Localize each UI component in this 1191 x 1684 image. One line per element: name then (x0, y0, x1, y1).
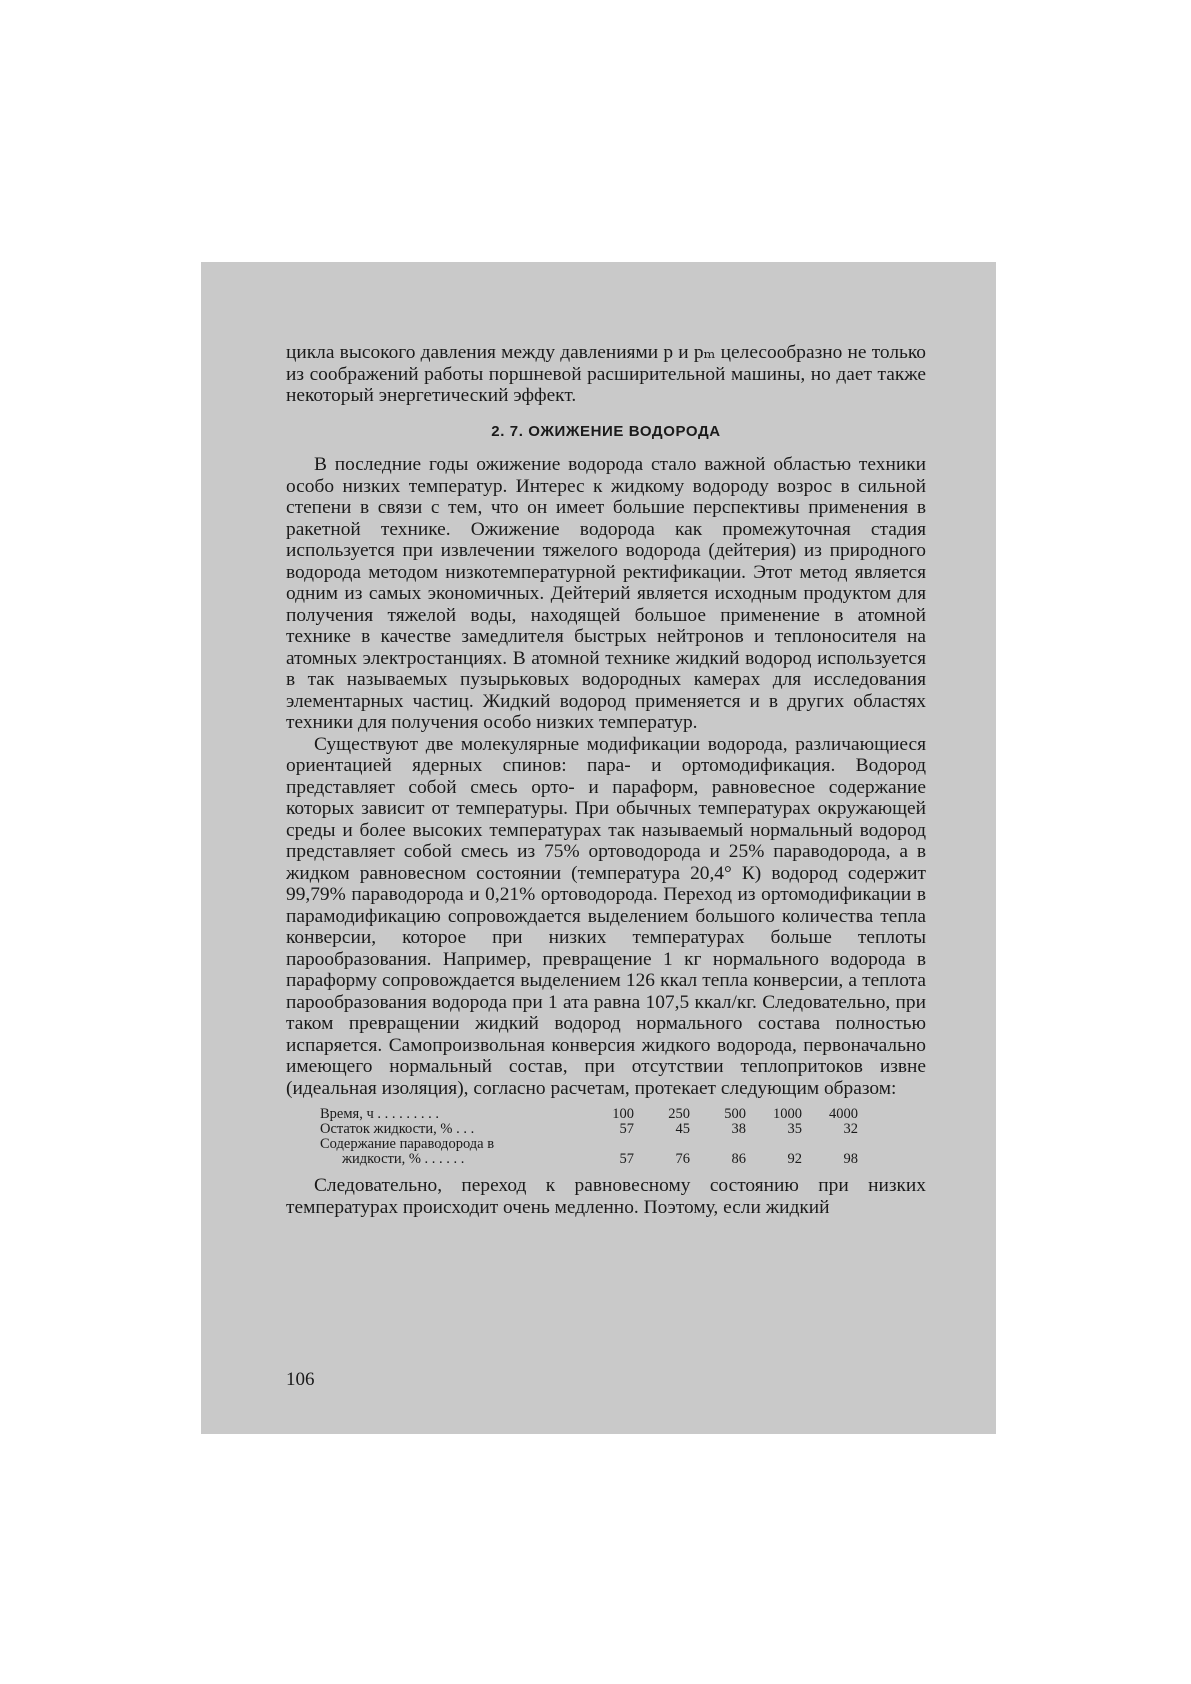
paragraph-conclusion: Следовательно, переход к равновесному состоянию при низких температурах происходит очень медленно. Поэтому, если жидкий (286, 1175, 926, 1218)
table-cell: 92 (787, 1151, 802, 1167)
table-row (320, 1137, 860, 1152)
paragraph-spin-modifications: Существуют две молекулярные модификации водорода, различающиеся ориентацией ядерных спинов: пара- и ортомодификация. Водород представляет собой смесь орто- и параформ, равновесное содержание которых зависит от температуры. При обычных температурах окружающей среды и более высоких температурах так называемый нормальный водород представляет собой смесь из 75% ортоводорода и 25% параводорода, а в жидком равновесном состоянии (температура 20,4° К) водород содержит 99,79% параводорода и 0,21% ортоводорода. Переход из ортомодификации в парамодификацию сопровождается выделением большого количества тепла конверсии, которое при низких температурах больше теплоты парообразования. Например, превращение 1 кг нормального водорода в параформу сопровождается выделением 126 ккал тепла конверсии, а теплота парообразования водорода при 1 ата равна 107,5 ккал/кг. Следовательно, при таком превращении жидкий водород нормального состава полностью испаряется. Самопроизвольная конверсия жидкого водорода, первоначально имеющего нормальный состав, при отсутствии теплопритоков извне (идеальная изоляция), согласно расчетам, протекает следующим образом: (286, 733, 926, 1099)
page-number: 106 (286, 1369, 315, 1390)
paragraph-hydrogen-liquefaction: В последние годы ожижение водорода стало важной областью техники особо низких температур. Интерес к жидкому водороду возрос в сильной степени в связи с тем, что он имеет большие перспективы применения в ракетной технике. Ожижение водорода как промежуточная стадия используется при извлечении тяжелого водорода (дейтерия) из природного водорода методом низкотемпературной ректификации. Этот метод является одним из самых экономичных. Дейтерий является исходным продуктом для получения тяжелой воды, находящей большое применение в атомной технике в качестве замедлителя быстрых нейтронов и теплоносителя на атомных электростанциях. В атомной технике жидкий водород используется в так называемых пузырьковых водородных камерах для исследования элементарных частиц. Жидкий водород применяется и в других областях техники для получения особо низких температур. (286, 454, 926, 733)
book-page (201, 262, 996, 1434)
table-row-label: жидкости, % . . . . . . (342, 1152, 465, 1167)
table-cell: 4000 (829, 1106, 858, 1122)
table-cell: 250 (668, 1106, 690, 1122)
table-cell: 100 (612, 1106, 634, 1122)
page-text (286, 342, 926, 1218)
continuation-paragraph: цикла высокого давления между давлениями p и pₘ целесообразно не только из соображений работы поршневой расширительной машины, но дает также некоторый энергетический эффект. (286, 342, 926, 406)
table-row (320, 1107, 860, 1122)
section-heading: 2. 7. ОЖИЖЕНИЕ ВОДОРОДА (491, 422, 721, 440)
table-cell: 500 (724, 1106, 746, 1122)
table-cell: 57 (619, 1121, 634, 1137)
table-row-label: Содержание параводорода в (320, 1137, 495, 1152)
table-cell: 86 (731, 1151, 746, 1167)
table-cell: 98 (843, 1151, 858, 1167)
table-cell: 57 (619, 1151, 634, 1167)
table-cell: 45 (675, 1121, 690, 1137)
table-cell: 32 (843, 1121, 858, 1137)
table-cell: 1000 (773, 1106, 802, 1122)
table-cell: 76 (675, 1151, 690, 1167)
table-row-label: Время, ч . . . . . . . . . (320, 1107, 439, 1122)
table-cell: 38 (731, 1121, 746, 1137)
table-row-label: Остаток жидкости, % . . . (320, 1122, 475, 1137)
table-row (320, 1122, 860, 1137)
table-row (320, 1152, 860, 1167)
conversion-table (320, 1107, 860, 1167)
table-cell: 35 (787, 1121, 802, 1137)
